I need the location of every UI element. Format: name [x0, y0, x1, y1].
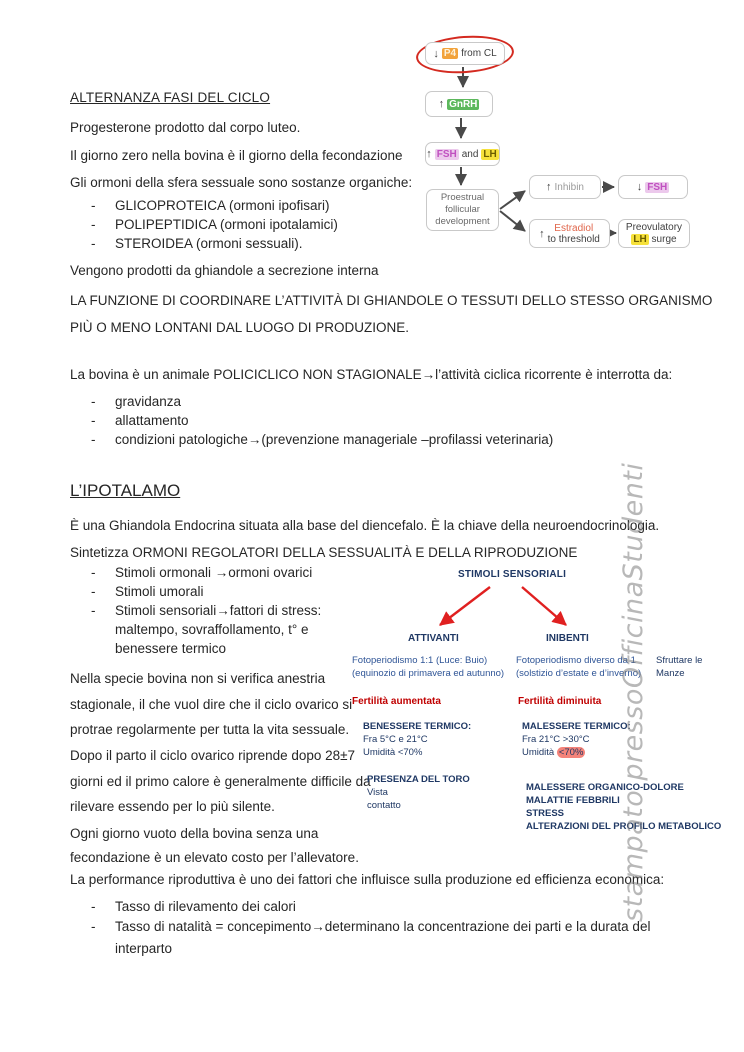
paragraph-progesterone: Progesterone prodotto dal corpo luteo.: [70, 120, 301, 135]
malessere-item: ALTERAZIONI DEL PROFILO METABOLICO: [526, 821, 722, 832]
estradiol-word: Estradiol: [554, 222, 594, 234]
bullet-dash: -: [91, 413, 96, 428]
list-item-label: Tasso di natalità = concepimento→determinano la concentrazione dei parti e la durata del interparto: [115, 919, 651, 956]
lh-highlight: LH: [633, 233, 647, 245]
malessere-item: STRESS: [526, 808, 565, 819]
list-interruzioni: [70, 392, 630, 449]
temperature-range: Fra 5°C e 21°C: [363, 734, 428, 745]
lh-surge-label: [631, 234, 676, 246]
sfruttare-note: Sfruttare le Manze: [656, 655, 703, 679]
humidity-label: Umidità: [522, 747, 557, 758]
flowchart-box-p4-from-cl: [425, 42, 505, 65]
and-label: and: [461, 148, 479, 160]
paragraph-anestria: Nella specie bovina non si verifica anestria stagionale, il che vuol dire che il ciclo ovarico si protrae regolarmente per tutta la vita sessuale.: [70, 671, 353, 737]
inhibin-label: Inhibin: [554, 181, 584, 193]
list-item: [70, 411, 630, 430]
list-item-label: condizioni patologiche→(prevenzione manageriale –profilassi veterinaria): [115, 432, 554, 447]
up-arrow-icon: ↑: [539, 227, 545, 240]
paragraph-policiclico: La bovina è un animale POLICICLICO NON STAGIONALE→l’attività ciclica ricorrente è interrotta da:: [70, 367, 673, 382]
list-item: [70, 916, 690, 959]
up-arrow-icon: ↑: [426, 148, 432, 160]
surge-word: surge: [651, 233, 677, 245]
flowchart-box-estradiol: [529, 219, 610, 248]
paragraph-performance: La performance riproduttiva è uno dei fattori che influisce sulla produzione ed efficienza economica:: [70, 872, 665, 887]
list-item-label: Stimoli ormonali →ormoni ovarici: [115, 565, 313, 580]
from-cl-label: from CL: [461, 48, 497, 59]
left-photoperiod-text: [352, 654, 504, 680]
photoperiod-line: Fotoperiodismo 1:1 (Luce: Buio): [352, 655, 488, 666]
list-item-label: Tasso di rilevamento dei calori: [115, 899, 296, 914]
photoperiod-line: (equinozio di primavera ed autunno): [352, 668, 505, 679]
bullet-dash: -: [91, 603, 96, 618]
fertility-decreased-label: Fertilità diminuita: [518, 696, 602, 707]
list-item: [70, 392, 630, 411]
malessere-item: MALATTIE FEBBRILI: [526, 795, 620, 806]
list-item: [70, 430, 630, 449]
list-item: [70, 196, 410, 215]
presenza-toro-block: [367, 773, 470, 812]
contatto-label: contatto: [367, 800, 401, 811]
bullet-dash: -: [91, 919, 96, 934]
temperature-range: Fra 21°C >30°C: [522, 734, 590, 745]
bullet-dash: -: [91, 899, 96, 914]
fertility-increased-label: Fertilità aumentata: [352, 696, 441, 707]
benessere-termico-block: [363, 720, 471, 759]
right-photoperiod-text: [516, 654, 641, 680]
fsh-highlight: FSH: [436, 148, 457, 160]
list-item: [70, 234, 410, 253]
list-item: [70, 215, 410, 234]
flowchart-box-fsh-down: [618, 175, 688, 199]
list-fattori: [70, 897, 690, 959]
list-item-label: allattamento: [115, 413, 189, 428]
humidity-value: Umidità <70%: [363, 747, 423, 758]
sensory-stimuli-diagram: [350, 565, 744, 845]
vista-label: Vista: [367, 787, 388, 798]
up-arrow-icon: ↑: [438, 98, 445, 110]
paragraph-ghiandole: Vengono prodotti da ghiandole a secrezione interna: [70, 263, 379, 278]
malessere-termico-title: MALESSERE TERMICO:: [522, 721, 631, 732]
flowchart-box-gnrh: [425, 91, 493, 117]
bullet-dash: -: [91, 584, 96, 599]
proestrual-label: Proestrual follicular development: [435, 192, 490, 227]
bullet-dash: -: [91, 217, 96, 232]
paragraph-ipotalamo-intro: È una Ghiandola Endocrina situata alla base del diencefalo. È la chiave della neuroendocrinologia. Sintetizza ORMONI REGOLATORI DELLA SESSUALITÀ E DELLA RIPRODUZIONE: [70, 518, 660, 560]
attivanti-heading: ATTIVANTI: [408, 633, 459, 644]
fsh-highlight: FSH: [647, 181, 668, 193]
humidity-value: [522, 746, 631, 759]
photoperiod-line: Fotoperiodismo diverso da 1: [516, 655, 636, 666]
lh-highlight: LH: [483, 148, 497, 160]
paragraph-costo: Ogni giorno vuoto della bovina senza una fecondazione è un elevato costo per l’allevatore.: [70, 826, 359, 865]
photoperiod-line: (solstizio d’estate e d’inverno): [516, 668, 642, 679]
estradiol-label: [548, 223, 600, 245]
bullet-dash: -: [91, 565, 96, 580]
flowchart-box-proestrual: [426, 189, 499, 231]
list-item-label: GLICOPROTEICA (ormoni ipofisari): [115, 198, 330, 213]
paragraph-parto: Dopo il parto il ciclo ovarico riprende dopo 28±7 giorni ed il primo calore è generalmente difficile da rilevare essendo per lo più silente.: [70, 748, 371, 814]
paragraph-ormoni-intro: Gli ormoni della sfera sessuale sono sostanze organiche:: [70, 175, 413, 190]
inibenti-heading: INIBENTI: [546, 633, 589, 644]
humidity-highlight: <70%: [558, 747, 584, 758]
up-arrow-icon: ↑: [546, 181, 552, 193]
watermark-text: stampato pressoOfficinaStudenti: [618, 462, 649, 922]
list-item: [70, 582, 370, 601]
heading-ipotalamo: L’IPOTALAMO: [70, 481, 181, 500]
to-threshold-word: to threshold: [547, 233, 600, 245]
diagram-title: STIMOLI SENSORIALI: [458, 569, 567, 580]
bullet-dash: -: [91, 432, 96, 447]
list-item: [70, 601, 370, 658]
list-hormone-types: [70, 196, 410, 253]
list-item: [70, 563, 370, 582]
list-stimoli: [70, 563, 370, 658]
p4-highlight: P4: [443, 48, 457, 59]
heading-alternanza-fasi: ALTERNANZA FASI DEL CICLO: [70, 90, 271, 105]
malessere-item: MALESSERE ORGANICO-DOLORE: [526, 782, 684, 793]
flowchart-box-fsh-lh: [425, 142, 500, 166]
bullet-dash: -: [91, 236, 96, 251]
benessere-termico-title: BENESSERE TERMICO:: [363, 721, 472, 732]
paragraph-funzione: LA FUNZIONE DI COORDINARE L’ATTIVITÀ DI GHIANDOLE O TESSUTI DELLO STESSO ORGANISMO PIÙ O MENO LONTANI DAL LUOGO DI PRODUZIONE.: [70, 293, 713, 335]
down-arrow-icon: ↓: [636, 181, 643, 193]
flowchart-box-lh-surge: [618, 219, 690, 248]
list-item-label: Stimoli sensoriali→fattori di stress: maltempo, sovraffollamento, t° e benessere termico: [115, 603, 322, 656]
list-item-label: Stimoli umorali: [115, 584, 204, 599]
down-arrow-icon: ↓: [433, 47, 439, 60]
bullet-dash: -: [91, 198, 96, 213]
presenza-toro-title: PRESENZA DEL TORO: [367, 774, 470, 785]
list-item-label: STEROIDEA (ormoni sessuali).: [115, 236, 303, 251]
malesseri-list: [526, 781, 721, 833]
preovulatory-label: Preovulatory: [625, 221, 683, 233]
flowchart-box-inhibin: [529, 175, 601, 199]
gnrh-highlight: GnRH: [449, 98, 478, 110]
list-item-label: gravidanza: [115, 394, 182, 409]
malessere-termico-block: [522, 720, 631, 759]
list-item: [70, 897, 690, 916]
list-item-label: POLIPEPTIDICA (ormoni ipotalamici): [115, 217, 338, 232]
hormone-flowchart: [413, 33, 713, 257]
bullet-dash: -: [91, 394, 96, 409]
paragraph-giorno-zero: Il giorno zero nella bovina è il giorno della fecondazione: [70, 148, 403, 163]
